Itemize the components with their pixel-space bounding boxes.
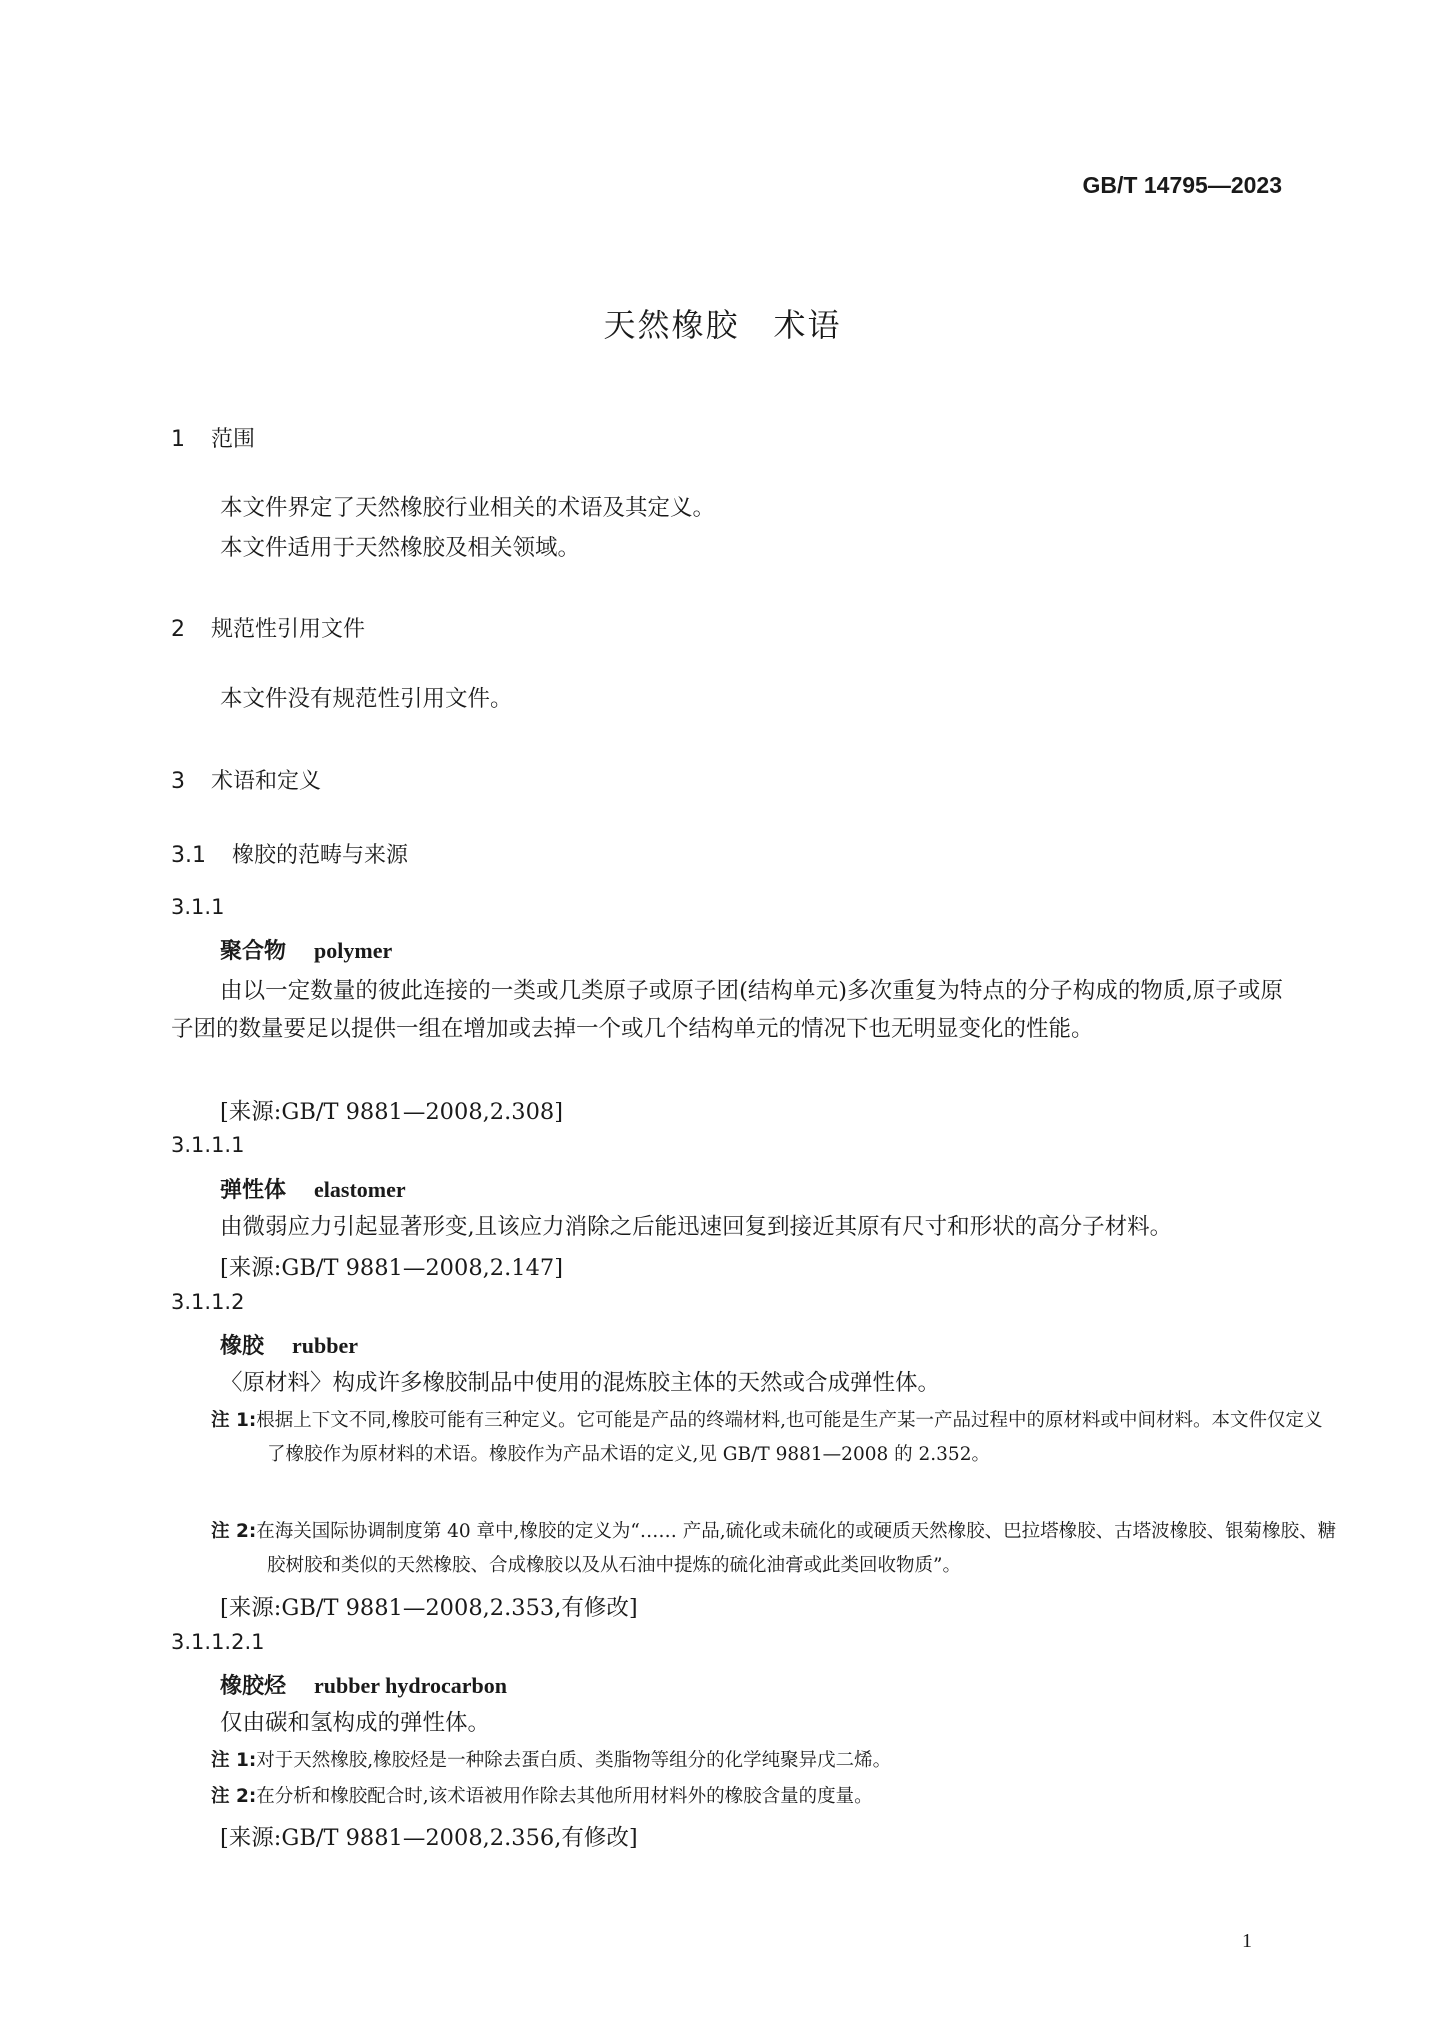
note-text: 在分析和橡胶配合时,该术语被用作除去其他所用材料外的橡胶含量的度量。 [256,1786,873,1807]
section-title: 范围 [211,427,256,452]
note-text: 对于天然橡胶,橡胶烃是一种除去蛋白质、类脂物等组分的化学纯聚异戊二烯。 [256,1750,892,1771]
source-polymer: [来源:GB/T 9881—2008,2.308] [220,1099,563,1125]
source-rubber-hydrocarbon: [来源:GB/T 9881—2008,2.356,有修改] [220,1825,638,1851]
document-title: 天然橡胶 术语 [603,306,842,344]
term-zh: 橡胶烃 [220,1674,287,1699]
scope-paragraph-1: 本文件界定了天然橡胶行业相关的术语及其定义。 [220,495,716,521]
note-label: 注 2: [211,1786,257,1807]
section-number: 1 [171,427,185,452]
subsection-number: 3.1 [171,843,206,868]
subsection-title: 橡胶的范畴与来源 [232,843,409,868]
page-number: 1 [1242,1930,1252,1952]
definition-rubber: 〈原材料〉构成许多橡胶制品中使用的混炼胶主体的天然或合成弹性体。 [220,1370,941,1396]
term-number: 3.1.1.2 [171,1290,245,1314]
term-zh: 橡胶 [220,1334,265,1359]
note-1-rubber [211,1404,1339,1472]
term-en: polymer [314,938,393,963]
term-elastomer [220,1173,406,1204]
section-1-heading [171,422,255,453]
term-zh: 聚合物 [220,939,287,964]
definition-elastomer: 由微弱应力引起显著形变,且该应力消除之后能迅速回复到接近其原有尺寸和形状的高分子材料。 [220,1214,1173,1240]
term-number: 3.1.1.2.1 [171,1630,265,1654]
term-en: rubber [292,1333,359,1358]
definition-rubber-hydrocarbon: 仅由碳和氢构成的弹性体。 [220,1710,491,1736]
source-rubber: [来源:GB/T 9881—2008,2.353,有修改] [220,1595,638,1621]
term-en: elastomer [314,1177,406,1202]
note-label: 注 1: [211,1410,257,1431]
note-text: 根据上下文不同,橡胶可能有三种定义。它可能是产品的终端材料,也可能是生产某一产品过程中的原材料或中间材料。本文件仅定义了橡胶作为原材料的术语。橡胶作为产品术语的定义,见 GB/T 9881—2008 的 2.352。 [256,1410,1323,1465]
section-title: 术语和定义 [211,769,322,794]
section-title: 规范性引用文件 [211,617,366,642]
section-2-heading [171,612,365,643]
subsection-3-1-heading [171,838,408,869]
term-rubber [220,1329,358,1360]
note-text: 在海关国际协调制度第 40 章中,橡胶的定义为“…… 产品,硫化或未硫化的或硬质天然橡胶、巴拉塔橡胶、古塔波橡胶、银菊橡胶、糖胶树胶和类似的天然橡胶、合成橡胶以及从石油中提炼的硫化油膏或此类回收物质”。 [256,1521,1337,1576]
term-number: 3.1.1.1 [171,1133,245,1157]
term-en: rubber hydrocarbon [314,1673,507,1698]
scope-paragraph-2: 本文件适用于天然橡胶及相关领域。 [220,535,581,561]
term-rubber-hydrocarbon [220,1669,507,1700]
refs-paragraph: 本文件没有规范性引用文件。 [220,686,513,712]
note-1-rubber-hydrocarbon [211,1744,1283,1778]
definition-polymer: 由以一定数量的彼此连接的一类或几类原子或原子团(结构单元)多次重复为特点的分子构成的物质,原子或原子团的数量要足以提供一组在增加或去掉一个或几个结构单元的情况下也无明显变化的性能。 [171,978,1283,1042]
note-2-rubber-hydrocarbon [211,1780,1283,1814]
section-number: 2 [171,617,185,642]
section-3-heading [171,764,321,795]
section-number: 3 [171,769,185,794]
term-number: 3.1.1 [171,895,225,919]
note-label: 注 1: [211,1750,257,1771]
note-label: 注 2: [211,1521,257,1542]
note-2-rubber [211,1515,1339,1583]
standard-number: GB/T 14795—2023 [1082,172,1282,198]
term-zh: 弹性体 [220,1178,287,1203]
term-polymer [220,934,392,965]
source-elastomer: [来源:GB/T 9881—2008,2.147] [220,1255,563,1281]
